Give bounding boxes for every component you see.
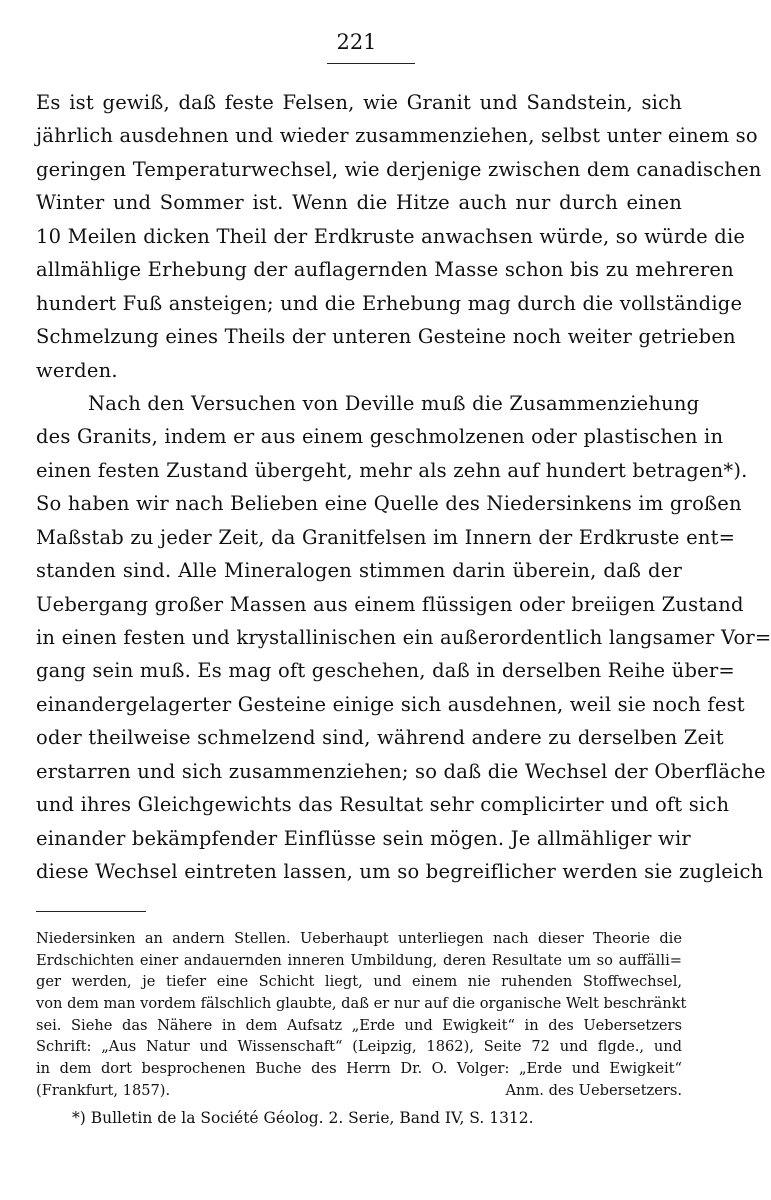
translator-note: Anm. des Uebersetzers. xyxy=(505,1081,682,1099)
text-line: standen sind. Alle Mineralogen stimmen darin überein, daß der xyxy=(36,559,682,583)
footnote-line: Erdschichten einer andauernden inneren Umbildung, deren Resultate um so auffälli= xyxy=(36,951,682,969)
text-line: allmählige Erhebung der auflagernden Masse schon bis zu mehreren xyxy=(36,258,734,282)
text-line: Es ist gewiß, daß feste Felsen, wie Granit und Sandstein, sich xyxy=(36,91,682,114)
text-line: gang sein muß. Es mag oft geschehen, daß in derselben Reihe über= xyxy=(36,659,735,683)
text-line: einandergelagerter Gesteine einige sich ausdehnen, weil sie noch fest xyxy=(36,692,745,716)
text-line: hundert Fuß ansteigen; und die Erhebung mag durch die vollständige xyxy=(36,291,743,315)
text-line: werden. xyxy=(36,358,118,382)
text-line: einen festen Zustand übergeht, mehr als zehn auf hundert betragen*). xyxy=(36,458,748,482)
text-line: jährlich ausdehnen und wieder zusammenziehen, selbst unter einem so xyxy=(36,124,758,148)
text-line: erstarren und sich zusammenziehen; so daß die Wechsel der Oberfläche xyxy=(36,759,766,783)
text-line: oder theilweise schmelzend sind, während andere zu derselben Zeit xyxy=(36,726,724,750)
footnote-line: von dem man vordem fälschlich glaubte, daß er nur auf die organische Welt beschränkt xyxy=(36,995,687,1013)
footnote-line: Niedersinken an andern Stellen. Ueberhaupt unterliegen nach dieser Theorie die xyxy=(36,930,682,947)
text-line: geringen Temperaturwechsel, wie derjenige zwischen dem canadischen xyxy=(36,157,762,181)
text-line: Winter und Sommer ist. Wenn die Hitze auch nur durch einen xyxy=(36,191,682,215)
text-line: einander bekämpfender Einflüsse sein mögen. Je allmähliger wir xyxy=(36,826,691,850)
text-line: 10 Meilen dicken Theil der Erdkruste anwachsen würde, so würde die xyxy=(36,224,746,248)
footnote-line-end: (Frankfurt, 1857). xyxy=(36,1081,171,1099)
footnote-last-line xyxy=(36,1080,682,1102)
footnote-rule xyxy=(36,911,146,912)
text-line: Schmelzung eines Theils der unteren Gesteine noch weiter getrieben xyxy=(36,325,736,349)
text-line: diese Wechsel eintreten lassen, um so begreiflicher werden sie zugleich xyxy=(36,860,764,884)
footnote-line: in dem dort besprochenen Buche des Herrn Dr. O. Volger: „Erde und Ewigkeit“ xyxy=(36,1060,682,1078)
page-number: 221 xyxy=(336,30,377,54)
text-line: Uebergang großer Massen aus einem flüssigen oder breiigen Zustand xyxy=(36,592,744,616)
header-rule xyxy=(327,63,415,64)
footnote-line: ger werden, je tiefer eine Schicht liegt, und einem nie ruhenden Stoffwechsel, xyxy=(36,973,682,991)
footnote-line: sei. Siehe das Nähere in dem Aufsatz „Erde und Ewigkeit“ in des Uebersetzers xyxy=(36,1016,682,1034)
text-line: Maßstab zu jeder Zeit, da Granitfelsen im Innern der Erdkruste ent= xyxy=(36,525,736,549)
body-text xyxy=(36,86,771,889)
bibliographic-reference: *) Bulletin de la Société Géolog. 2. Serie, Band IV, S. 1312. xyxy=(72,1108,534,1127)
footnote-line: Schrift: „Aus Natur und Wissenschaft“ (Leipzig, 1862), Seite 72 und flgde., und xyxy=(36,1038,682,1056)
text-line: Nach den Versuchen von Deville muß die Zusammenziehung xyxy=(88,391,700,415)
text-line: in einen festen und krystallinischen ein außerordentlich langsamer Vor= xyxy=(36,626,771,649)
text-line: des Granits, indem er aus einem geschmolzenen oder plastischen in xyxy=(36,425,724,449)
text-line: und ihres Gleichgewichts das Resultat sehr complicirter und oft sich xyxy=(36,793,730,817)
footnotes xyxy=(36,928,687,1129)
text-line: So haben wir nach Belieben eine Quelle des Niedersinkens im großen xyxy=(36,492,742,516)
